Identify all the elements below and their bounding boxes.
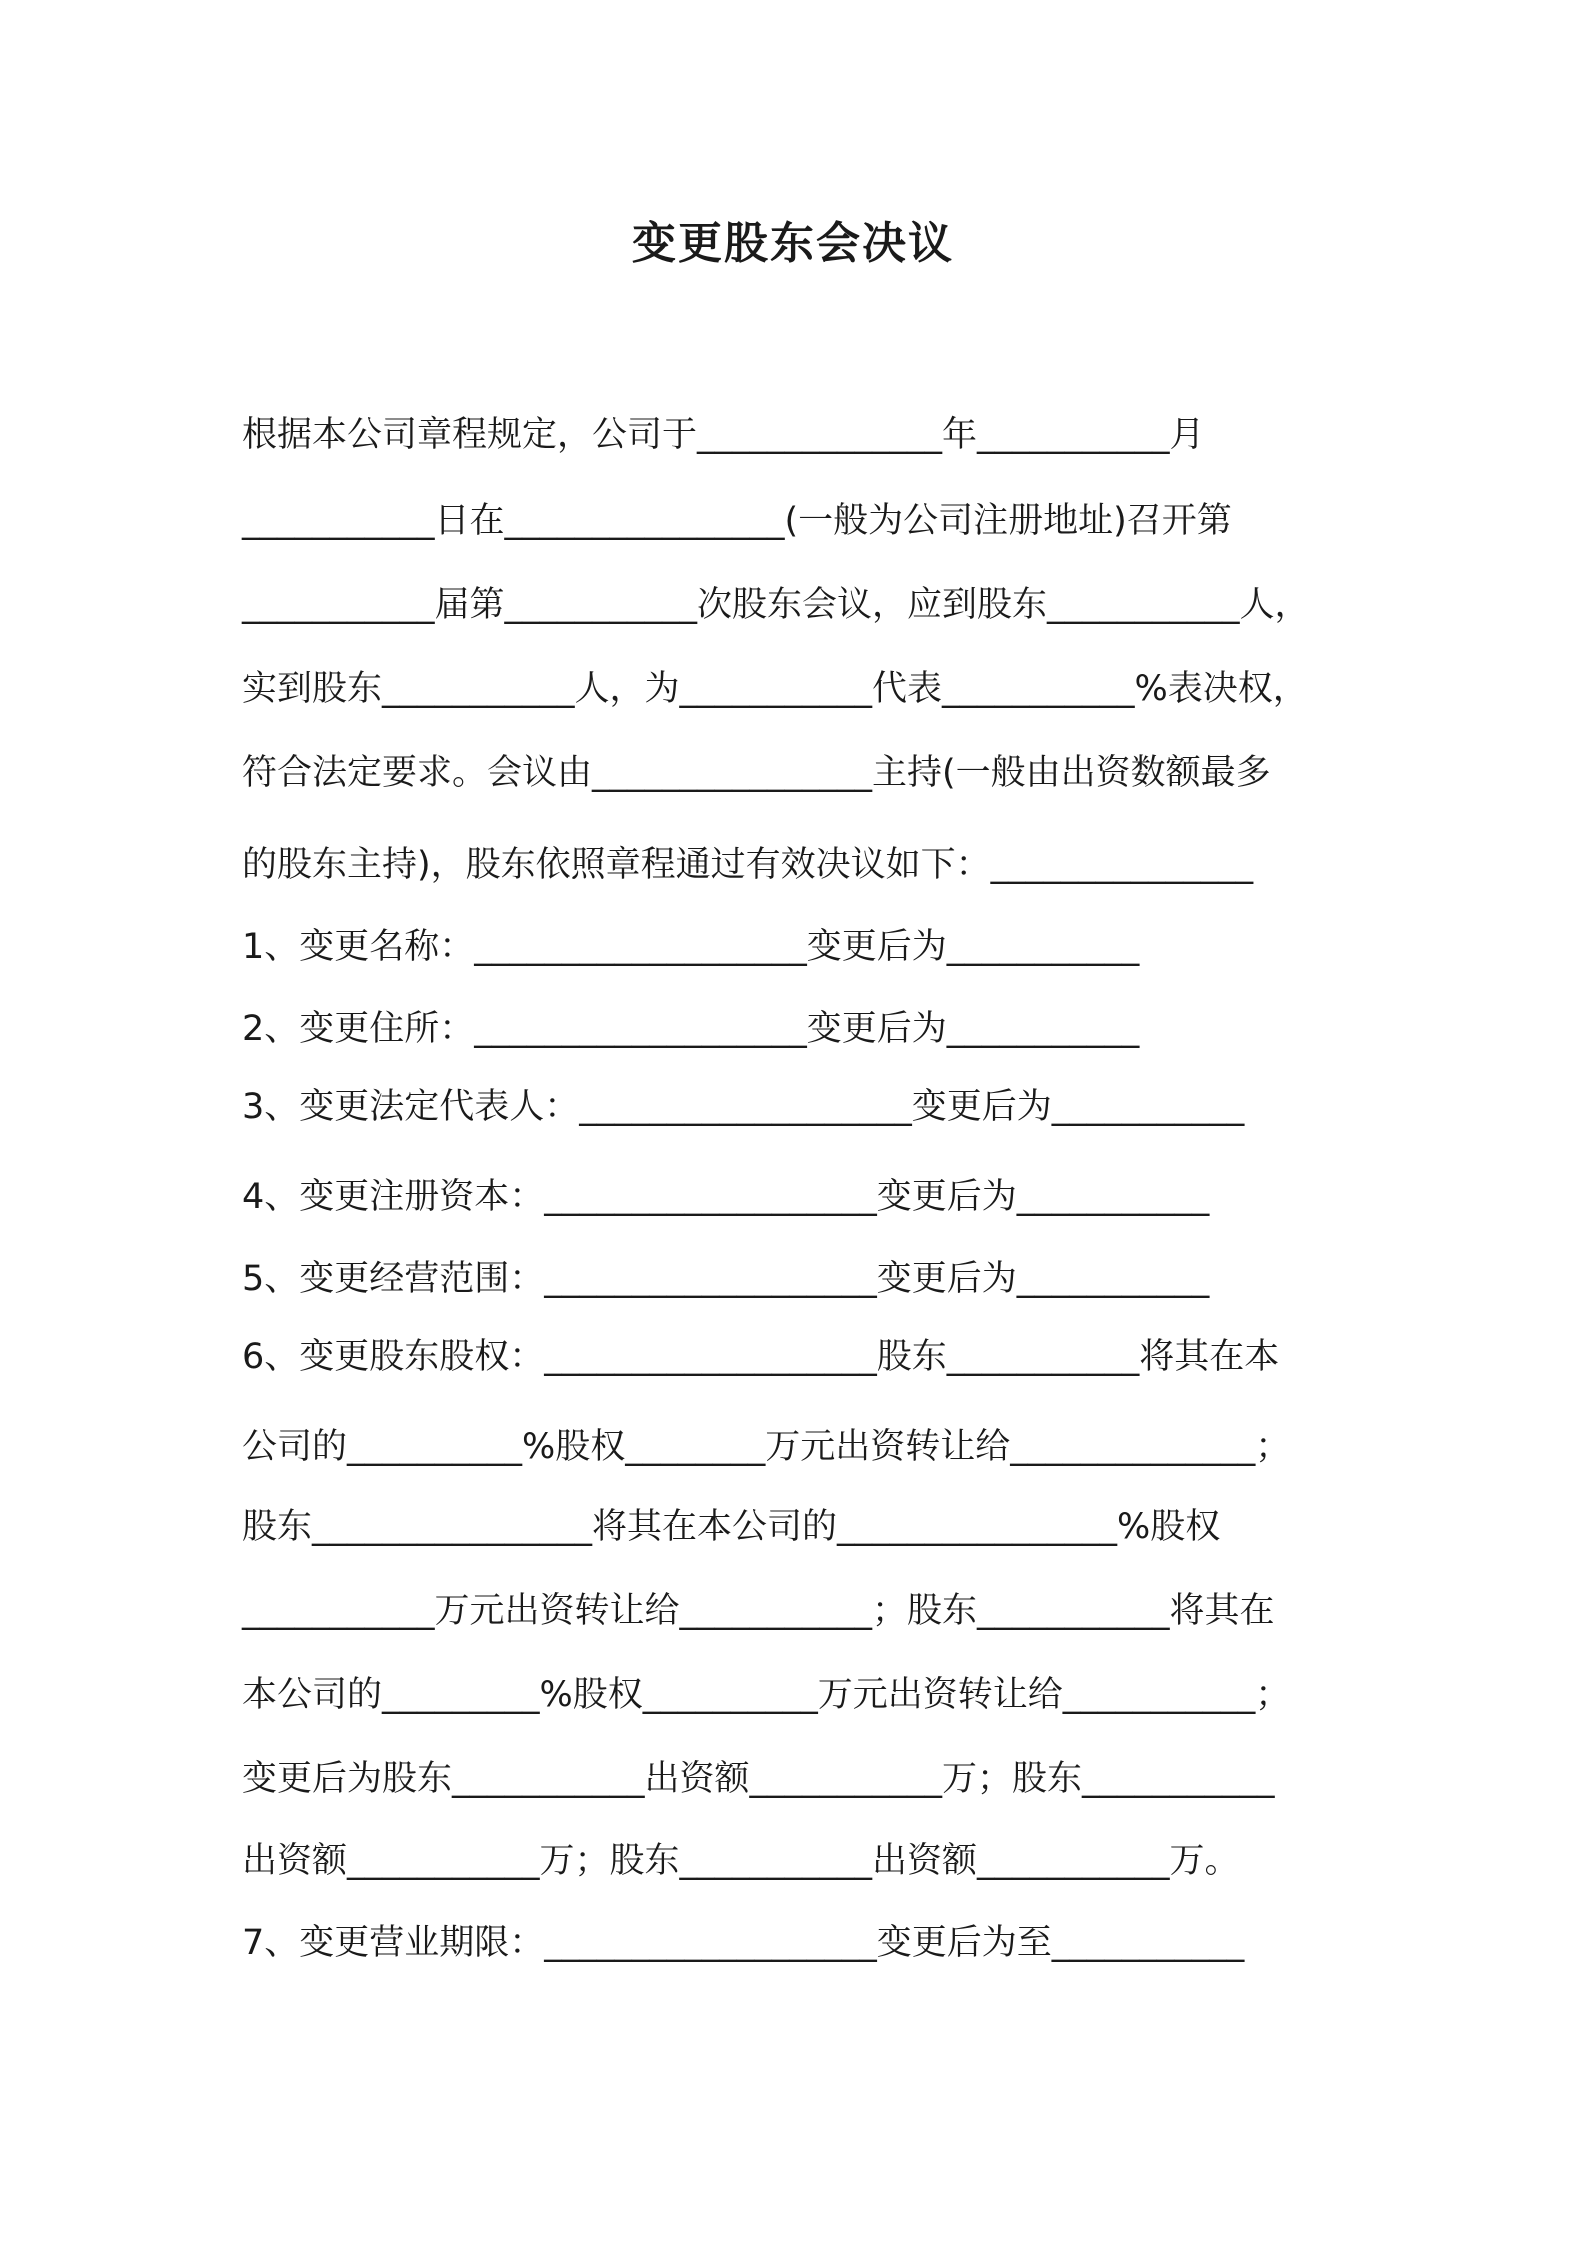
resolution-item-3: 3、变更法定代表人：___________________变更后为___________ — [242, 1087, 1245, 1127]
resolution-item-7: 7、变更营业期限：___________________变更后为至___________ — [242, 1923, 1245, 1963]
equity-line-1: 公司的__________%股权________万元出资转让给______________； — [242, 1427, 1291, 1467]
resolution-item-1: 1、变更名称：___________________变更后为___________ — [242, 927, 1140, 967]
body-line-4: 实到股东___________人，为___________代表___________%表决权， — [242, 669, 1308, 709]
resolution-item-5: 5、变更经营范围：___________________变更后为___________ — [242, 1259, 1210, 1299]
resolution-item-4: 4、变更注册资本：___________________变更后为___________ — [242, 1177, 1210, 1217]
body-line-3: ___________届第___________次股东会议，应到股东___________人， — [242, 585, 1310, 625]
document-title: 变更股东会决议 — [632, 218, 954, 269]
resolution-item-6: 6、变更股东股权：___________________股东___________将其在本 — [242, 1337, 1280, 1377]
resolution-item-2: 2、变更住所：___________________变更后为___________ — [242, 1009, 1140, 1049]
body-line-1: 根据本公司章程规定，公司于______________年___________月 — [242, 415, 1205, 455]
body-line-2: ___________日在________________(一般为公司注册地址)召开第 — [242, 501, 1232, 541]
equity-line-2: 股东________________将其在本公司的________________%股权 — [242, 1507, 1221, 1547]
body-line-6: 的股东主持)，股东依照章程通过有效决议如下：_______________ — [242, 845, 1254, 885]
equity-line-6: 出资额___________万；股东___________出资额___________万。 — [242, 1841, 1240, 1881]
equity-line-5: 变更后为股东___________出资额___________万；股东___________ — [242, 1759, 1275, 1799]
body-line-5: 符合法定要求。会议由________________主持(一般由出资数额最多 — [242, 753, 1271, 793]
equity-line-4: 本公司的_________%股权__________万元出资转让给___________； — [242, 1675, 1291, 1715]
equity-line-3: ___________万元出资转让给___________；股东___________将其在 — [242, 1591, 1275, 1631]
